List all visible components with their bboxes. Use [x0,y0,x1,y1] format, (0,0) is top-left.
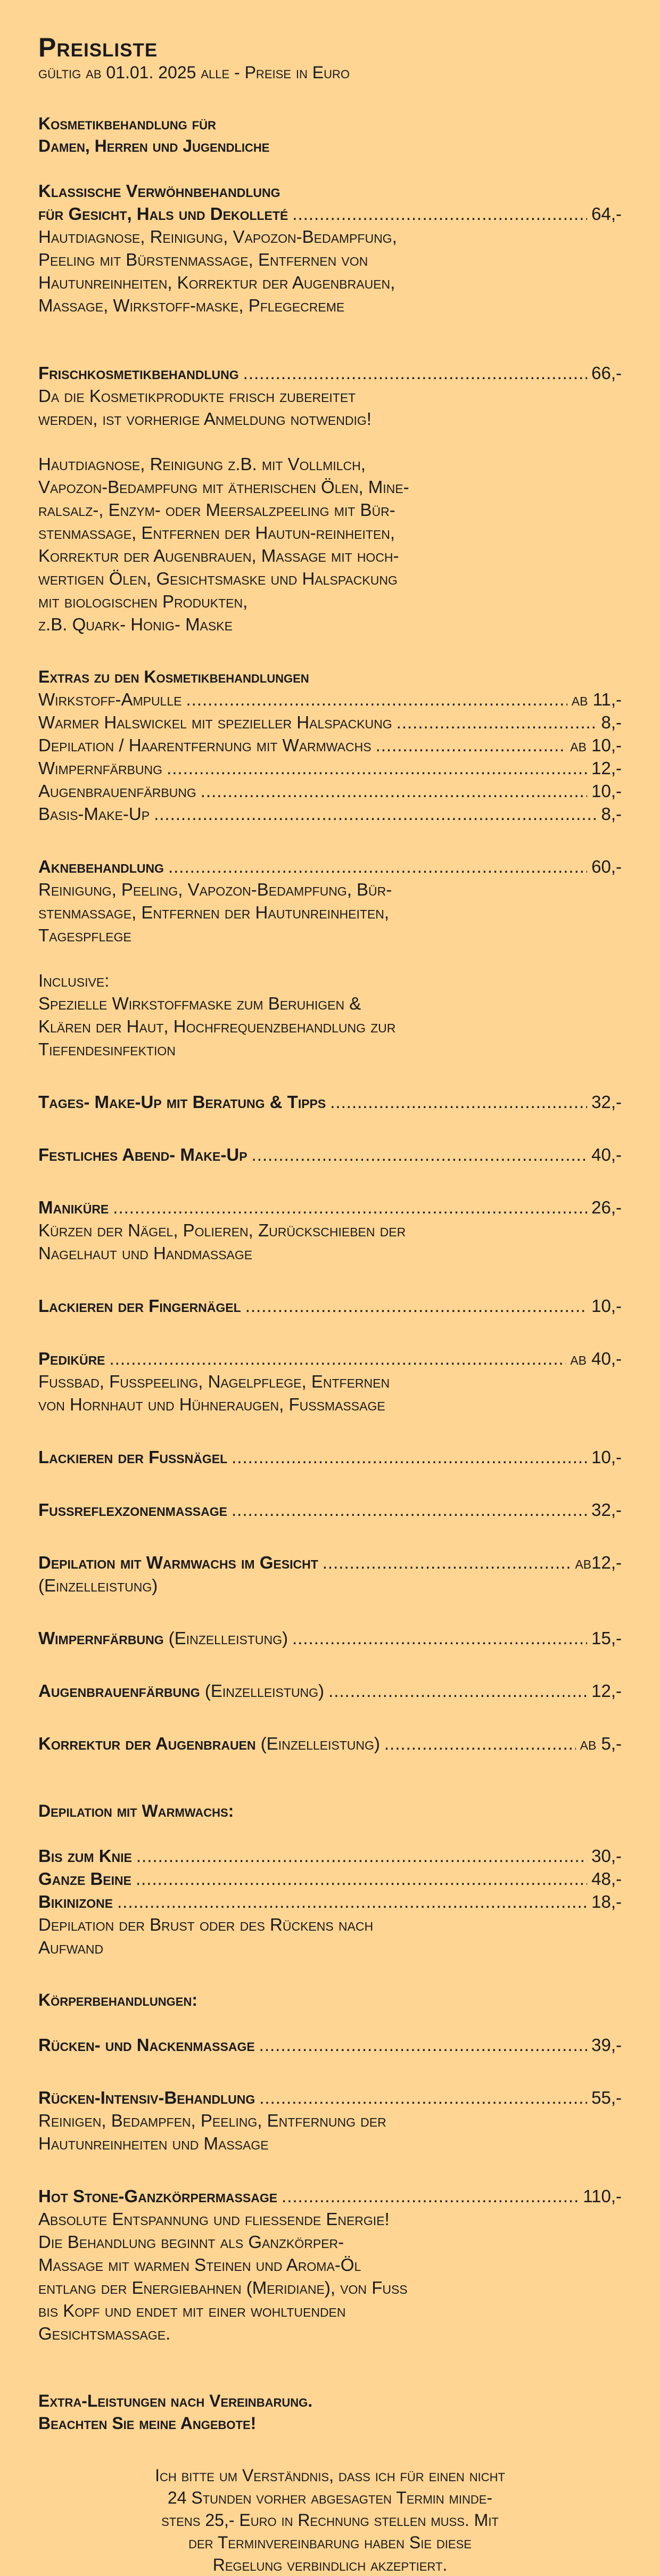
extra-label: Augenbrauenfärbung [38,781,196,801]
service-title [38,1732,380,1755]
desc-line: stenmassage, Entfernen der Hautun-reinheiten, [38,523,395,543]
extra-row [38,734,622,757]
price-row-pedikuere [38,1347,622,1370]
extra-row [38,757,622,780]
heading-line: Kosmetikbehandlung für [38,114,216,133]
policy-line: der Terminvereinbarung haben Sie diese [188,2533,472,2552]
title-suffix: (Einzelleistung) [260,1734,380,1753]
price: 32,- [591,1092,622,1112]
depilation-row [38,1890,622,1913]
desc-line: Nagelhaut und Handmassage [38,1243,253,1263]
depilation-row [38,1844,622,1867]
desc-line: Hautunreinheiten und Massage [38,2134,269,2153]
desc-line: stenmassage, Entfernen der Hautunreinheiten, [38,903,390,922]
desc-line: von Hornhaut und Hühneraugen, Fussmassage [38,1394,385,1414]
price: 32,- [591,1500,622,1520]
extra-row [38,780,622,802]
dot-leader [259,2033,587,2056]
price: ab 40,- [570,1349,622,1368]
desc-line: Reinigung, Peeling, Vapozon-Bedampfung, Bür- [38,880,392,899]
price-row-ruecken [38,2033,622,2056]
page-subtitle: gültig ab 01.01. 2025 alle - Preise in Euro [38,63,350,82]
price-row-korrektur [38,1732,622,1755]
service-title [38,1679,324,1702]
desc-line: Absolute Entspannung und fliessende Energie! [38,2209,390,2229]
service-title: Festliches Abend- Make-Up [38,1145,248,1164]
price: 26,- [591,1197,622,1217]
service-description [38,2109,622,2155]
service-description [38,1370,622,1416]
desc-line: Kürzen der Nägel, Polieren, Zurückschieben der [38,1220,406,1240]
note-line: werden, ist vorherige Anmeldung notwendig! [38,409,372,429]
price: 30,- [591,1846,622,1866]
heading-line: Extra-Leistungen nach Vereinbarung. [38,2391,313,2410]
desc-line: Fussbad, Fusspeeling, Nagelpflege, Entfernen [38,1372,390,1391]
depilation-row [38,1867,622,1890]
service-title: Rücken-Intensiv-Behandlung [38,2088,255,2107]
title-line: Klassische Verwöhnbehandlung [38,181,280,201]
note-line: Da die Kosmetikprodukte frisch zubereitet [38,386,356,406]
service-title: Lackieren der Fingernägel [38,1296,241,1316]
policy-line: stens 25,- Euro in Rechnung stellen muss. Mit [161,2511,499,2530]
service-title: Depilation mit Warmwachs im Gesicht [38,1553,318,1572]
extra-label: Warmer Halswickel mit spezieller Halspackung [38,712,392,732]
service-inclusive [38,969,622,1061]
title-suffix: (Einzelleistung) [204,1681,325,1701]
dot-leader [136,1867,587,1890]
depilation-label: Ganze Beine [38,1869,131,1889]
desc-line: Inclusive: [38,971,110,990]
desc-line: Hautdiagnose, Reinigung, Vapozon-Bedampfung, [38,227,397,247]
dot-leader [292,1627,587,1650]
desc-line: Tiefendesinfektion [38,1039,176,1059]
dot-leader [330,1090,587,1113]
price-row-klassisch [38,179,622,225]
dot-leader [232,1498,587,1521]
desc-line: Massage, Wirkstoff-maske, Pflegecreme [38,296,345,315]
service-description [38,225,622,317]
price: 60,- [591,857,622,876]
title-line: für Gesicht, Hals und Dekolleté [38,204,288,224]
price: ab12,- [575,1553,622,1572]
title-text: Augenbrauenfärbung [38,1681,200,1701]
desc-line: ralsalz-, Enzym- oder Meersalzpeeling mit Bür- [38,500,395,520]
desc-line: z.B. Quark- Honig- Maske [38,614,233,634]
price-row-ruecken-intensiv [38,2086,622,2109]
note-line: Aufwand [38,1938,104,1957]
section-heading-kosmetik [38,112,622,157]
price: 10,- [591,1447,622,1467]
price: ab 5,- [580,1734,622,1753]
service-title: Hot Stone-Ganzkörpermassage [38,2186,278,2206]
price-row-depilation-gesicht [38,1551,622,1574]
dot-leader [282,2185,579,2208]
footer-extra-heading [38,2390,622,2434]
dot-leader [113,1196,587,1219]
service-description [38,878,622,947]
policy-line: Ich bitte um Verständnis, dass ich für einen nicht [155,2466,505,2485]
price: ab 11,- [571,690,622,709]
dot-leader [376,734,566,757]
note-line: Depilation der Brust oder des Rückens nach [38,1915,374,1934]
service-title: Maniküre [38,1197,109,1217]
dot-leader [117,1890,587,1913]
section-heading-depilation: Depilation mit Warmwachs: [38,1801,234,1820]
price: 8,- [601,804,622,824]
desc-line: wertigen Ölen, Gesichtsmaske und Halspackung [38,569,398,588]
policy-line: Regelung verbindlich akzeptiert. [212,2555,448,2574]
price-row-lackieren-finger [38,1294,622,1317]
section-heading-koerper: Körperbehandlungen: [38,1990,198,2009]
desc-line: bis Kopf und endet mit einer wohltuenden [38,2301,346,2320]
dot-leader [243,362,587,384]
cancellation-policy [38,2464,622,2576]
desc-line: Vapozon-Bedampfung mit ätherischen Ölen, Mine- [38,477,409,497]
price: 15,- [591,1628,622,1648]
service-description [38,2208,622,2345]
price: 8,- [601,712,622,732]
price: 18,- [591,1892,622,1912]
desc-line: Klären der Haut, Hochfrequenzbehandlung zur [38,1016,396,1036]
price-row-manikuere [38,1196,622,1219]
service-description [38,453,622,636]
price: 12,- [591,1681,622,1701]
desc-line: Reinigen, Bedampfen, Peeling, Entfernung der [38,2111,386,2130]
price-row-fussreflex [38,1498,622,1521]
title-text: Korrektur der Augenbrauen [38,1734,256,1753]
dot-leader [384,1732,576,1755]
extra-row [38,711,622,734]
price: ab 10,- [570,735,622,755]
price-row-tages-makeup [38,1090,622,1113]
title-suffix: (Einzelleistung) [168,1628,288,1648]
desc-line: Peeling mit Bürstenmassage, Entfernen von [38,250,368,269]
price: 12,- [591,758,622,778]
policy-line: 24 Stunden vorher abgesagten Termin minde- [167,2488,493,2507]
service-title: Aknebehandlung [38,857,164,876]
title-text: Wimpernfärbung [38,1628,164,1648]
extra-label: Depilation / Haarentfernung mit Warmwachs [38,735,372,755]
price-row-abend-makeup [38,1143,622,1166]
dot-leader [154,802,597,825]
dot-leader [292,202,587,225]
desc-line: Hautdiagnose, Reinigung z.B. mit Vollmilch, [38,454,366,474]
service-description [38,1219,622,1265]
desc-line: Gesichtsmassage. [38,2324,171,2343]
service-title: Fussreflexzonenmassage [38,1500,227,1520]
extra-row [38,688,622,711]
price: 64,- [591,204,622,224]
service-title: Frischkosmetikbehandlung [38,363,239,383]
service-title [38,1627,288,1650]
depilation-label: Bikinizone [38,1892,113,1912]
heading-line: Beachten Sie meine Angebote! [38,2414,257,2433]
service-note [38,384,622,430]
price: 66,- [591,363,622,383]
page-title: Preisliste [38,32,158,62]
dot-leader [201,780,587,802]
dot-leader [110,1347,566,1370]
service-title: Tages- Make-Up mit Beratung & Tipps [38,1092,326,1112]
dot-leader [259,2086,587,2109]
price-row-akne [38,855,622,878]
dot-leader [323,1551,571,1574]
service-title [38,179,288,225]
price-row-wimpern [38,1627,622,1650]
desc-line: Massage mit warmen Steinen und Aroma-Öl [38,2255,361,2275]
desc-line: Tagespflege [38,925,131,945]
extra-row [38,802,622,825]
price-row-frisch [38,362,622,384]
dot-leader [245,1294,587,1317]
price: 40,- [591,1145,622,1164]
extra-label: Wirkstoff-Ampulle [38,690,182,709]
desc-line: Korrektur der Augenbrauen, Massage mit hoch- [38,546,399,565]
dot-leader [186,688,567,711]
price: 55,- [591,2088,622,2107]
dot-leader [232,1446,587,1469]
depilation-label: Bis zum Knie [38,1846,132,1866]
desc-line: Spezielle Wirkstoffmaske zum Beruhigen & [38,994,361,1013]
dot-leader [328,1679,587,1702]
dot-leader [167,757,587,780]
extra-label: Wimpernfärbung [38,758,163,778]
heading-line: Damen, Herren und Jugendliche [38,136,270,155]
depilation-note [38,1913,622,1959]
service-subnote: (Einzelleistung) [38,1576,158,1595]
price: 48,- [591,1869,622,1889]
dot-leader [136,1844,587,1867]
price-row-augenbrauen [38,1679,622,1702]
extra-label: Basis-Make-Up [38,804,150,824]
price: 10,- [591,1296,622,1316]
dot-leader [168,855,587,878]
service-title: Pediküre [38,1349,105,1368]
dot-leader [397,711,597,734]
price: 110,- [583,2186,622,2206]
service-title: Rücken- und Nackenmassage [38,2035,255,2055]
price-row-hotstone [38,2185,622,2208]
desc-line: Die Behandlung beginnt als Ganzkörper- [38,2232,344,2252]
price-row-lackieren-fuss [38,1446,622,1469]
desc-line: mit biologischen Produkten, [38,592,248,611]
price: 39,- [591,2035,622,2055]
service-title: Lackieren der Fussnägel [38,1447,228,1467]
section-heading-extras: Extras zu den Kosmetikbehandlungen [38,667,309,686]
desc-line: entlang der Energiebahnen (Meridiane), von Fuss [38,2278,408,2298]
dot-leader [252,1143,588,1166]
price: 10,- [591,781,622,801]
desc-line: Hautunreinheiten, Korrektur der Augenbrauen, [38,273,395,292]
